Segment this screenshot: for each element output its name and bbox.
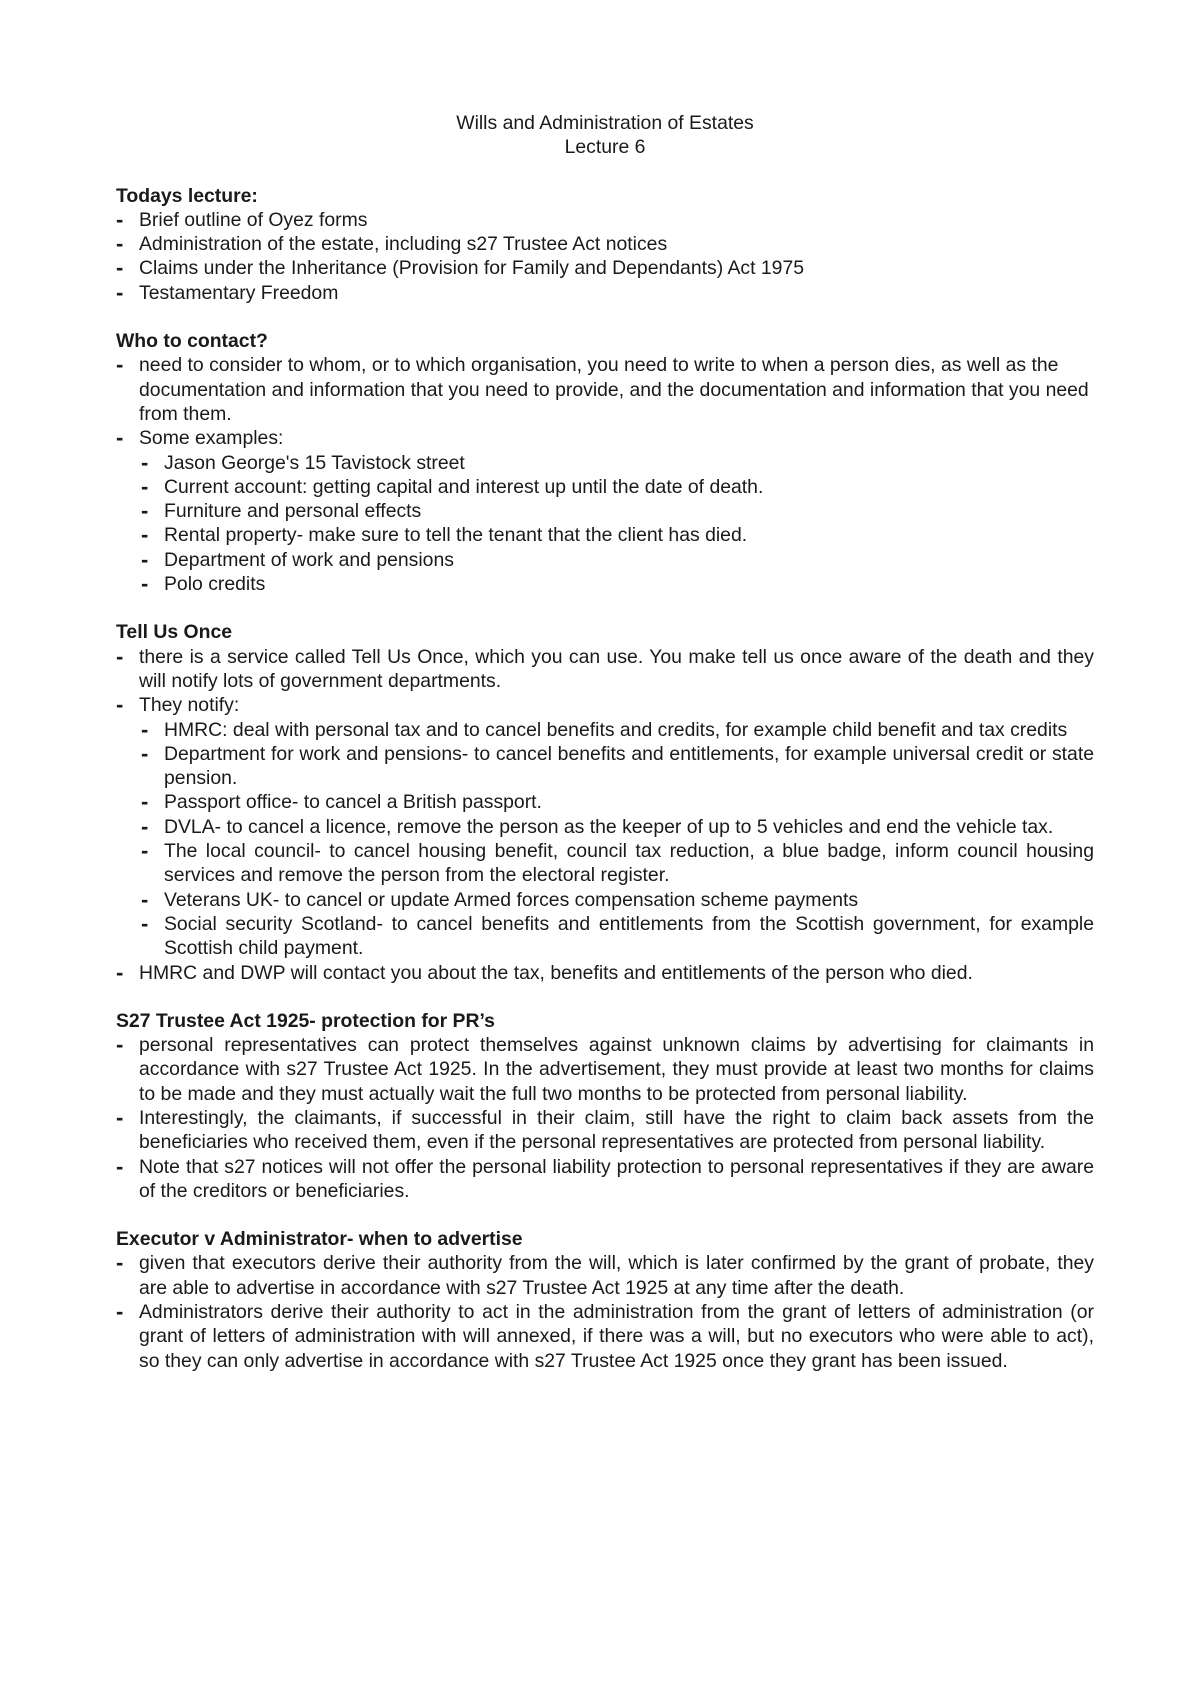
sub-list-item: - HMRC: deal with personal tax and to cancel benefits and credits, for example child benefit and tax credits [141,718,1094,742]
sub-bullet-list [141,451,1094,597]
section-executor-v-administrator [116,1227,1094,1373]
sub-list-item: - Department for work and pensions- to cancel benefits and entitlements, for example universal credit or state pension. [141,742,1094,791]
list-item: - personal representatives can protect themselves against unknown claims by advertising for claimants in accordance with s27 Trustee Act 1925. In the advertisement, they must provide at least two months for claims to be made and they must actually wait the full two months to be protected from personal liability. [116,1033,1094,1106]
list-item: - Brief outline of Oyez forms [116,208,1094,232]
section-heading: Executor v Administrator- when to advertise [116,1228,523,1251]
sub-list-item: - Department of work and pensions [141,548,1094,572]
document-subtitle: Lecture 6 [564,136,646,159]
list-item: - Testamentary Freedom [116,281,1094,305]
list-item: - Note that s27 notices will not offer the personal liability protection to personal representatives if they are aware of the creditors or beneficiaries. [116,1155,1094,1204]
list-item: - Claims under the Inheritance (Provision for Family and Dependants) Act 1975 [116,256,1094,280]
section-heading: S27 Trustee Act 1925- protection for PR’s [116,1009,495,1032]
section-s27-trustee-act [116,1009,1094,1203]
section-todays-lecture [116,184,1094,305]
sub-list-item: - DVLA- to cancel a licence, remove the person as the keeper of up to 5 vehicles and end the vehicle tax. [141,815,1094,839]
sub-list-item: - Jason George's 15 Tavistock street [141,451,1094,475]
sub-list-item: - Current account: getting capital and interest up until the date of death. [141,475,1094,499]
list-item: - given that executors derive their authority from the will, which is later confirmed by the grant of probate, they are able to advertise in accordance with s27 Trustee Act 1925 at any time after the death. [116,1251,1094,1300]
bullet-list [116,645,1094,718]
sub-list-item: - Passport office- to cancel a British passport. [141,790,1094,814]
section-who-to-contact [116,329,1094,596]
sub-list-item: - Rental property- make sure to tell the tenant that the client has died. [141,523,1094,547]
sub-list-item: - Furniture and personal effects [141,499,1094,523]
section-tell-us-once [116,620,1094,984]
list-item: - They notify: [116,693,1094,717]
bullet-list [116,1251,1094,1372]
list-item: - need to consider to whom, or to which organisation, you need to write to when a person dies, as well as the documentation and information that you need to provide, and the documentation and information that you need from them. [116,353,1094,426]
document-title: Wills and Administration of Estates [456,112,754,134]
sub-list-item: - Polo credits [141,572,1094,596]
list-item: - there is a service called Tell Us Once, which you can use. You make tell us once aware of the death and they will notify lots of government departments. [116,645,1094,694]
list-item: - Administration of the estate, including s27 Trustee Act notices [116,232,1094,256]
sub-bullet-list [141,718,1094,961]
list-item: - Some examples: [116,426,1094,450]
bullet-list [116,353,1094,450]
sub-list-item: - The local council- to cancel housing benefit, council tax reduction, a blue badge, inform council housing services and remove the person from the electoral register. [141,839,1094,888]
section-heading: Tell Us Once [116,621,233,644]
bullet-list [116,208,1094,305]
bullet-list [116,1033,1094,1203]
bullet-list [116,961,1094,985]
sub-list-item: - Veterans UK- to cancel or update Armed forces compensation scheme payments [141,888,1094,912]
sub-list-item: - Social security Scotland- to cancel benefits and entitlements from the Scottish government, for example Scottish child payment. [141,912,1094,961]
section-heading: Who to contact? [116,330,268,353]
list-item: - Administrators derive their authority to act in the administration from the grant of letters of administration (or grant of letters of administration with will annexed, if there was a will, but no executors who were able to act), so they can only advertise in accordance with s27 Trustee Act 1925 once they grant has been issued. [116,1300,1094,1373]
list-item: - Interestingly, the claimants, if successful in their claim, still have the right to claim back assets from the beneficiaries who received them, even if the personal representatives are protected from personal liability. [116,1106,1094,1155]
section-heading: Todays lecture: [116,184,258,207]
list-item: - HMRC and DWP will contact you about the tax, benefits and entitlements of the person who died. [116,961,1094,985]
